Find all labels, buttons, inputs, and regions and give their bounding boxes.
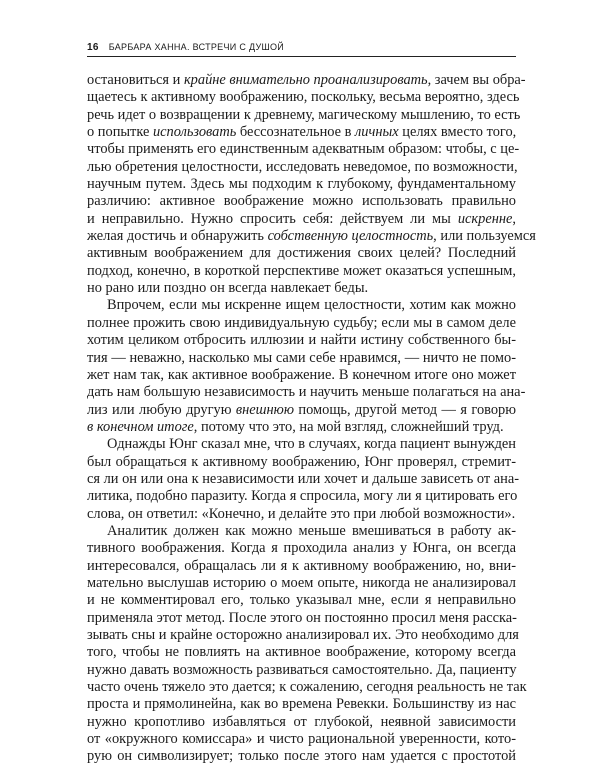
text-run: зывать сны и крайне осторожно анализировал их. Это необходимо для: [87, 627, 519, 643]
body-text: [87, 72, 536, 766]
text-line: [87, 211, 516, 228]
text-run: и не комментировал его, только указывал мне, если я неправильно: [87, 592, 516, 609]
text-line: [87, 610, 516, 627]
text-run: помощь, другой метод — я говорю: [293, 401, 516, 418]
text-line: [87, 731, 516, 748]
italic-text: внешнюю: [235, 401, 294, 418]
header-rule: [87, 56, 516, 57]
text-run: чтобы применять его единственным адекватным образом: чтобы, с це-: [87, 141, 520, 158]
text-run: активным воображением для достижения своих целей? Последний: [87, 245, 516, 262]
text-line: [87, 454, 516, 471]
text-run: применяла этот метод. После этого он постоянно просил меня расска-: [87, 609, 517, 626]
text-run: интересовался, обращалась ли я к активному воображению, но, вни-: [87, 557, 516, 574]
text-run: слова, он ответил: «Конечно, и делайте это при любой возможности».: [87, 505, 516, 522]
italic-text: искренне: [457, 210, 513, 227]
text-run: жет нам так, как активное воображение. В конечном итоге оно может: [87, 366, 516, 383]
text-run: от «окружного комиссара» и чисто рациональной уверенности, кото-: [87, 731, 516, 748]
text-line: [87, 662, 516, 679]
text-line: [87, 315, 516, 332]
text-run: ся ли он или она к независимости или хочет и дальше зависеть от ана-: [87, 470, 520, 487]
text-line: [87, 575, 516, 592]
text-line: [87, 627, 519, 644]
text-line: [87, 72, 526, 89]
text-line: [87, 245, 516, 262]
italic-text: крайне внимательно проанализировать: [183, 72, 428, 88]
text-line: [87, 419, 516, 436]
page-number: 16: [87, 42, 99, 53]
text-run: подход, конечно, в короткой перспективе может оказаться успешным,: [87, 262, 516, 279]
italic-text: в конечном итоге: [87, 418, 194, 435]
text-run: мательно выслушав историю о моем опыте, никогда не анализировал: [87, 574, 516, 591]
text-line: [87, 367, 516, 384]
text-run: того, чтобы не повлиять на активное воображение, которому всегда: [87, 644, 516, 661]
text-line: [87, 523, 516, 540]
text-run: тивного воображения. Когда я проходила анализ у Юнга, он всегда: [87, 540, 516, 557]
text-run: речь идет о возвращении к древнему, магическому мышлению, то есть: [87, 106, 521, 123]
text-run: остановиться и: [87, 72, 184, 88]
paragraph: [87, 72, 536, 297]
text-line: [87, 644, 516, 661]
text-line: [87, 280, 516, 297]
text-run: и неправильно. Нужно спросить себя: действуем ли мы: [87, 210, 458, 227]
text-line: [87, 297, 516, 314]
text-run: лиз или любую другую: [87, 401, 236, 418]
text-run: был обращаться к активному воображению, Юнг проверял, стремит-: [87, 453, 516, 470]
text-run: проста и прямолинейна, как во времена Ревекки. Большинству из нас: [87, 696, 516, 713]
running-header: [87, 42, 516, 53]
text-run: щаетесь к активному воображению, поскольку, весьма вероятно, здесь: [87, 89, 520, 106]
paragraph: [87, 436, 520, 523]
text-line: [87, 332, 516, 349]
paragraph: [87, 297, 526, 436]
text-run: целях вместо того,: [398, 124, 517, 141]
text-line: [87, 141, 520, 158]
text-run: литика, подобно паразиту. Когда я спросила, могу ли я цитировать его: [87, 488, 518, 505]
text-run: бессознательное в: [236, 124, 356, 141]
text-line: [87, 384, 526, 401]
text-run: , потому что это, на мой взгляд, сложнейший труд.: [193, 418, 504, 435]
text-run: лью обретения целостности, исследовать неведомое, по возможности,: [87, 158, 518, 175]
text-line: [87, 89, 520, 106]
text-line: [87, 696, 516, 713]
text-line: [87, 558, 516, 575]
text-run: о попытке: [87, 124, 153, 141]
text-line: [87, 193, 516, 210]
text-line: [87, 176, 516, 193]
text-run: хотим целиком отбросить иллюзии и найти истину собственного бы-: [87, 332, 516, 349]
text-line: [87, 402, 516, 419]
text-line: [87, 488, 516, 505]
text-line: [87, 714, 516, 731]
running-title: БАРБАРА ХАННА. ВСТРЕЧИ С ДУШОЙ: [108, 42, 285, 52]
text-run: научным путем. Здесь мы подходим к глубокому, фундаментальному: [87, 176, 516, 193]
text-line: [87, 540, 516, 557]
text-line: [87, 436, 516, 453]
text-run: но рано или поздно он всегда навлекает беды.: [87, 280, 369, 297]
text-line: [87, 350, 516, 367]
text-line: [87, 159, 516, 176]
text-line: [87, 506, 516, 523]
italic-text: собственную целостность: [267, 228, 434, 245]
text-run: желая достичь и обнаружить: [87, 228, 268, 245]
text-run: различию: активное воображение можно использовать правильно: [87, 193, 516, 210]
text-line: [87, 470, 520, 488]
text-run: Впрочем, если мы искренне ищем целостности, хотим как можно: [107, 297, 516, 314]
text-run: часто очень тяжело это дается; к сожалению, сегодня реальность не так: [87, 679, 527, 696]
text-line: [87, 124, 516, 141]
text-run: полнее прожить свою индивидуальную судьбу; если мы в самом деле: [87, 314, 516, 331]
text-run: рую он символизирует; только после этого нам удается с простотой: [87, 748, 516, 765]
text-line: [87, 263, 516, 280]
italic-text: использовать: [152, 124, 237, 141]
text-run: нужно кропотливо избавляться от глубокой, неявной зависимости: [87, 713, 516, 730]
text-run: , зачем вы обра-: [427, 72, 526, 88]
italic-text: личных: [355, 124, 399, 141]
text-run: дать нам большую независимость и научить меньше полагаться на ана-: [87, 384, 526, 401]
paragraph: [87, 522, 527, 766]
text-line: [87, 106, 521, 124]
text-run: , или пользуемся: [433, 228, 536, 245]
text-run: ,: [512, 210, 516, 227]
text-run: Однажды Юнг сказал мне, что в случаях, когда пациент вынужден: [107, 436, 516, 453]
text-run: тия — неважно, насколько мы сами себе нравимся, — ничто не помо-: [87, 349, 516, 366]
text-line: [87, 592, 516, 609]
text-line: [87, 679, 527, 696]
text-run: Аналитик должен как можно меньше вмешиваться в работу ак-: [107, 522, 516, 539]
text-line: [87, 748, 516, 765]
text-line: [87, 228, 536, 245]
text-run: нужно давать возможность развиваться самостоятельно. Да, пациенту: [87, 661, 517, 678]
